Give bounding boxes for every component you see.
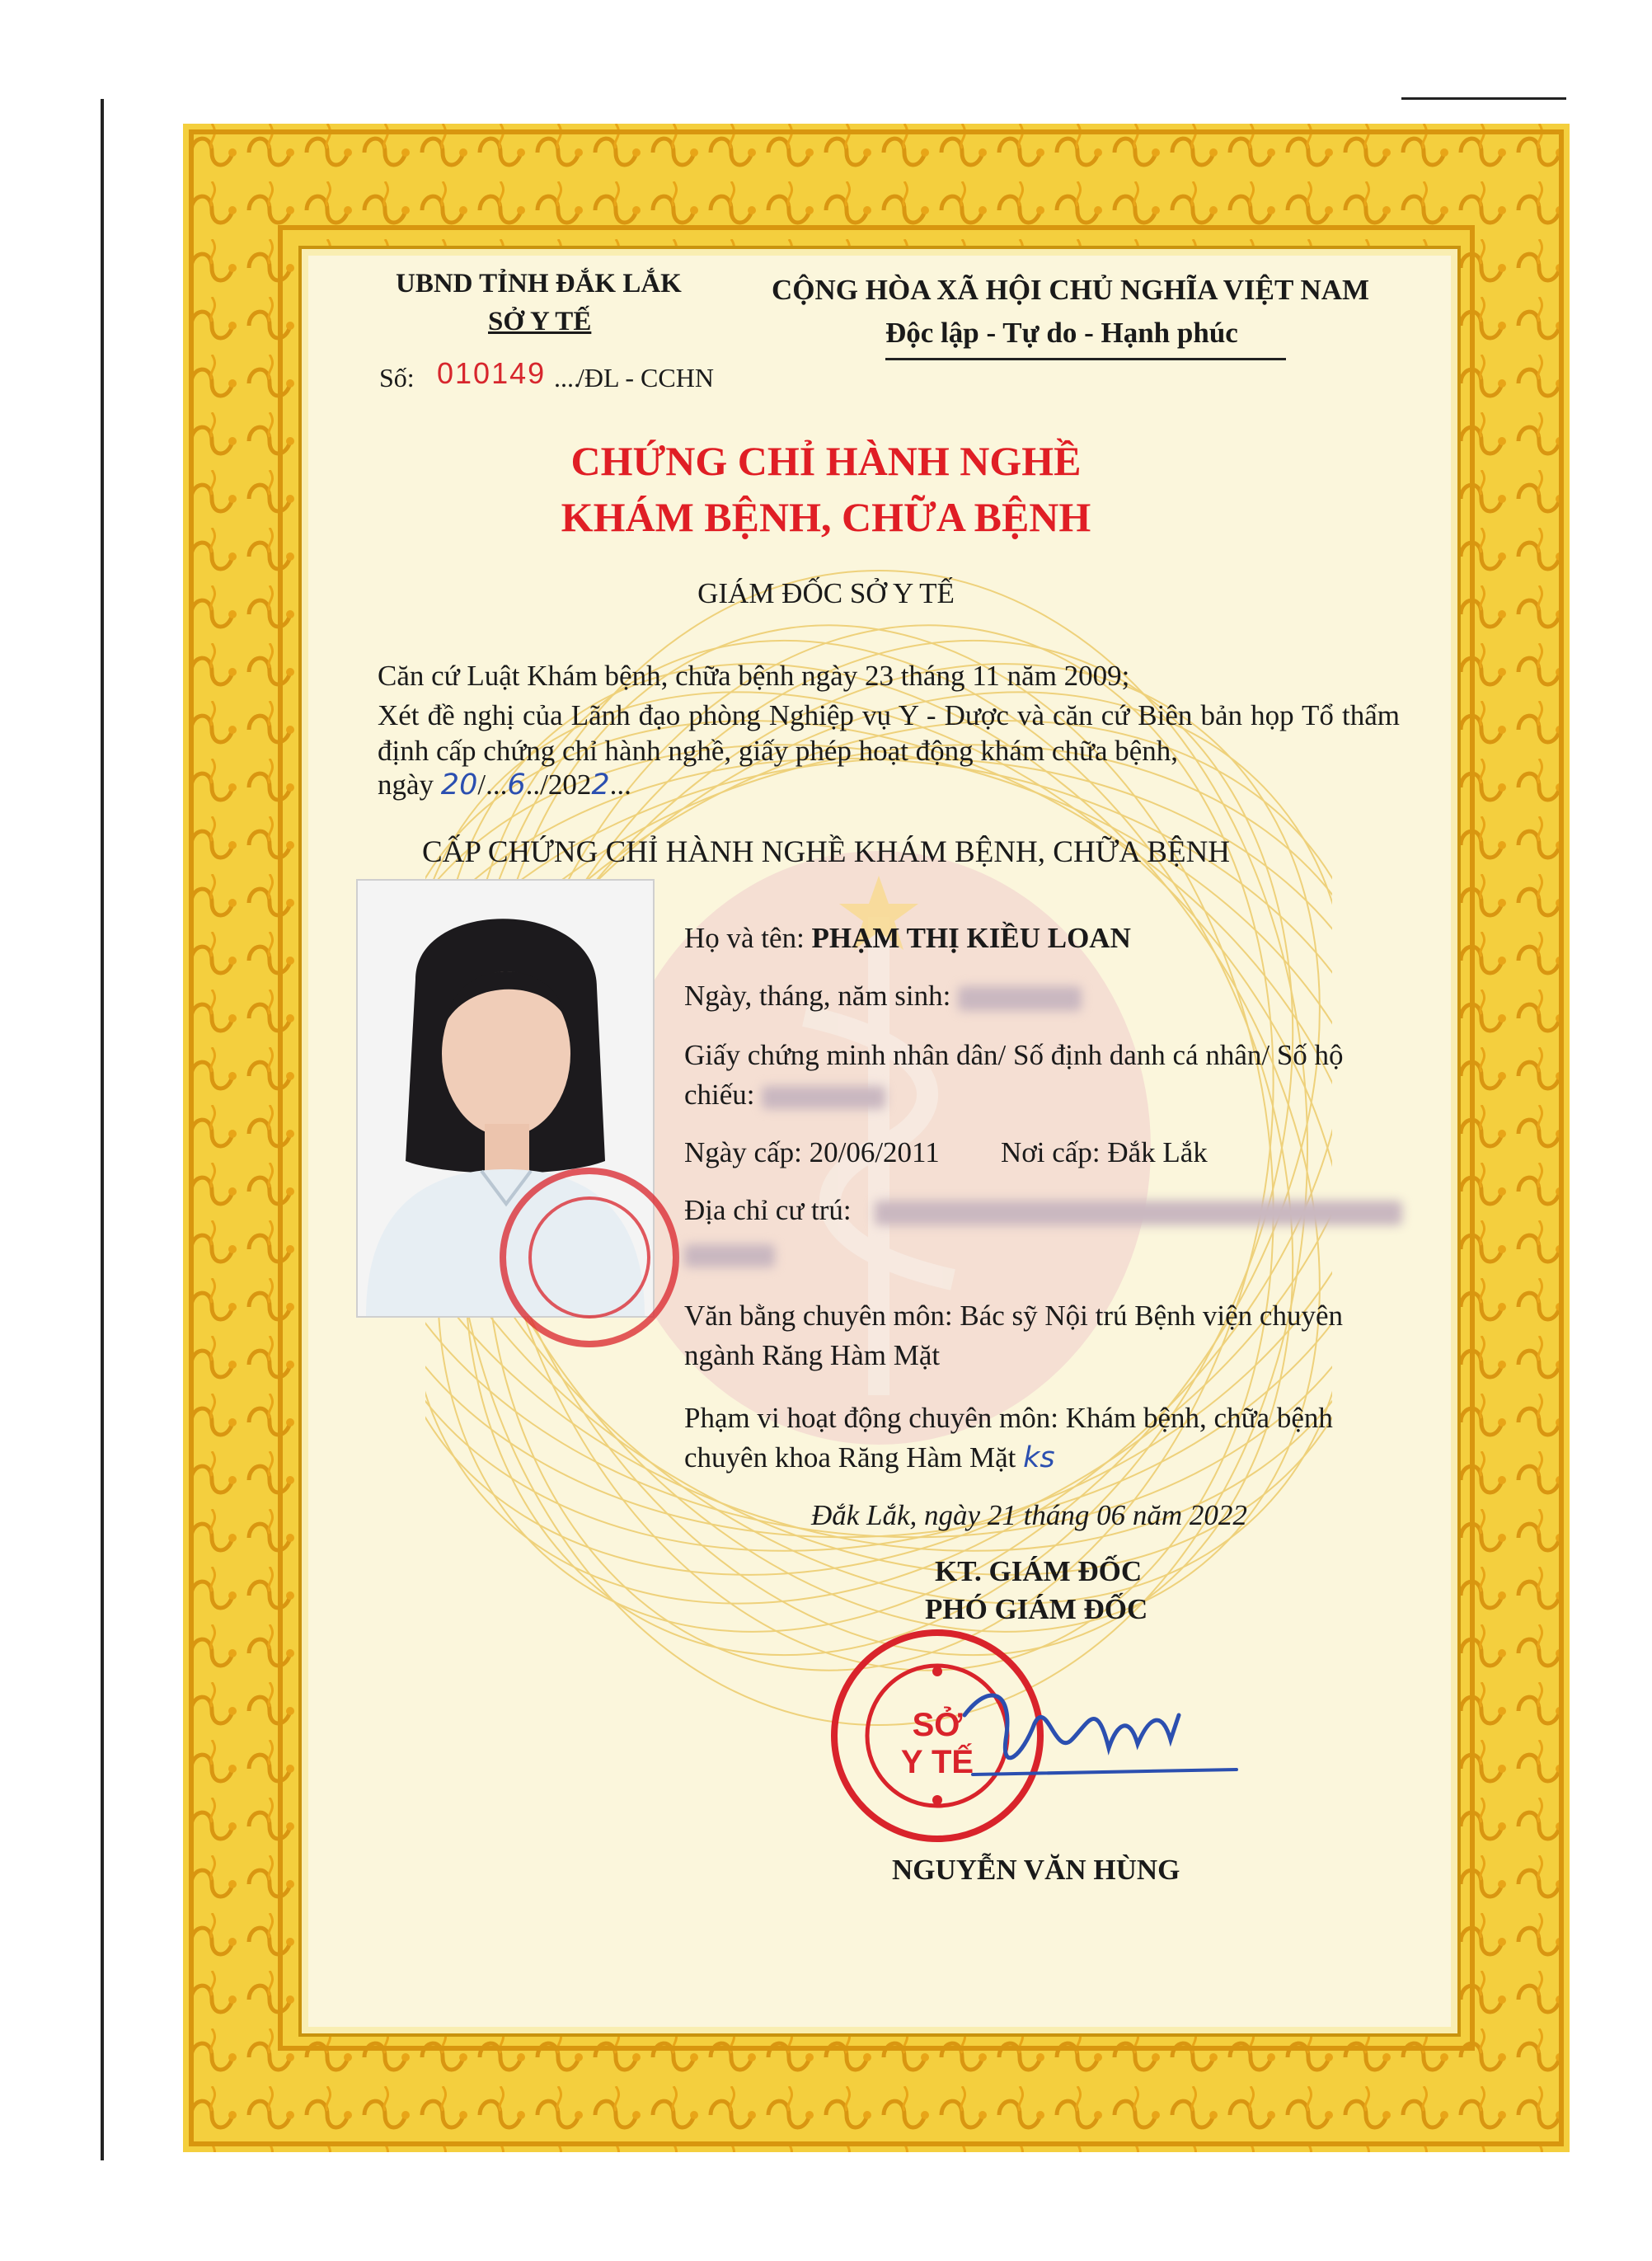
proposal-paragraph: Xét đề nghị của Lãnh đạo phòng Nghiệp vụ Y - Dược và căn cứ Biên bản họp Tổ thẩm định cấp chứng chỉ hành nghề, giấy phép hoạt động khám chữa bệnh, <box>378 699 1400 767</box>
date-year-prefix: ../202 <box>525 769 592 801</box>
id-number <box>684 1079 885 1112</box>
serial-suffix: /ĐL - CCHN <box>577 363 714 393</box>
signer-name: NGUYỄN VĂN HÙNG <box>892 1854 1180 1886</box>
date-prefix: ngày <box>378 769 441 801</box>
serial-number: 010149 <box>437 356 547 390</box>
id-label-line2: chiếu: <box>684 1079 755 1111</box>
nation-motto: Độc lập - Tự do - Hạnh phúc <box>885 317 1238 349</box>
issue-date-value: 20/06/2011 <box>809 1136 940 1168</box>
name-label: Họ và tên: <box>684 922 812 954</box>
date-year-end: 2 <box>591 769 610 801</box>
address-label: Địa chỉ cư trú: <box>684 1194 852 1226</box>
meeting-date <box>378 769 631 801</box>
serial-label: Số: <box>379 363 415 393</box>
issue-date <box>684 1136 940 1169</box>
nation-name: CỘNG HÒA XÃ HỘI CHỦ NGHĨA VIỆT NAM <box>772 274 1370 306</box>
dob-label: Ngày, tháng, năm sinh: <box>684 980 951 1012</box>
scope-text: chuyên khoa Răng Hàm Mặt <box>684 1441 1016 1474</box>
date-separator: /... <box>477 769 508 801</box>
scan-edge <box>1401 97 1566 100</box>
scan-edge <box>101 99 104 2160</box>
photo-stamp <box>495 1163 684 1352</box>
issue-date-label: Ngày cấp: <box>684 1136 810 1168</box>
authority-name: UBND TỈNH ĐẮK LẮK <box>396 269 682 298</box>
issue-place-label: Nơi cấp: <box>1001 1136 1108 1168</box>
issuer-title: GIÁM ĐỐC SỞ Y TẾ <box>697 577 955 609</box>
date-month: 6 <box>507 769 526 801</box>
residence-address-cont <box>684 1237 775 1270</box>
serial-dots: .... <box>554 363 580 393</box>
svg-text:Y TẾ: Y TẾ <box>900 1744 974 1780</box>
handwritten-signature <box>956 1666 1253 1814</box>
legal-basis: Căn cứ Luật Khám bệnh, chữa bệnh ngày 23 tháng 11 năm 2009; <box>378 660 1130 692</box>
redacted-id <box>762 1086 885 1109</box>
redacted-address <box>684 1244 775 1267</box>
holder-name <box>684 922 1131 955</box>
degree-line1: Văn bằng chuyên môn: Bác sỹ Nội trú Bệnh viện chuyên <box>684 1300 1343 1332</box>
residence-address <box>684 1194 1402 1227</box>
date-of-birth <box>684 980 1082 1013</box>
redacted-address <box>875 1201 1402 1225</box>
issue-place-date: Đắk Lắk, ngày 21 tháng 06 năm 2022 <box>811 1499 1247 1531</box>
svg-text:SỞ: SỞ <box>912 1707 963 1743</box>
id-label-line1: Giấy chứng minh nhân dân/ Số định danh cá nhân/ Số hộ <box>684 1039 1344 1071</box>
certificate-title-line1: CHỨNG CHỈ HÀNH NGHỀ <box>570 438 1082 484</box>
handwritten-initials: ks <box>1023 1441 1055 1474</box>
scope-line1: Phạm vi hoạt động chuyên môn: Khám bệnh, chữa bệnh <box>684 1402 1333 1434</box>
degree-line2: ngành Răng Hàm Mặt <box>684 1339 941 1371</box>
certificate-title-line2: KHÁM BỆNH, CHỮA BỆNH <box>561 494 1091 540</box>
issue-place-value: Đắk Lắk <box>1107 1136 1208 1168</box>
grant-statement: CẤP CHỨNG CHỈ HÀNH NGHỀ KHÁM BỆNH, CHỮA BỆNH <box>421 835 1231 869</box>
issue-place <box>1001 1136 1208 1169</box>
scope-line2 <box>684 1441 1055 1474</box>
signer-role-line1: KT. GIÁM ĐỐC <box>935 1555 1143 1587</box>
date-tail: ... <box>609 769 631 801</box>
department-name: SỞ Y TẾ <box>488 307 592 336</box>
date-day: 20 <box>440 769 478 801</box>
motto-underline <box>885 358 1286 360</box>
redacted-dob <box>958 986 1082 1011</box>
name-value: PHẠM THỊ KIỀU LOAN <box>811 922 1131 954</box>
signer-role-line2: PHÓ GIÁM ĐỐC <box>925 1593 1148 1625</box>
